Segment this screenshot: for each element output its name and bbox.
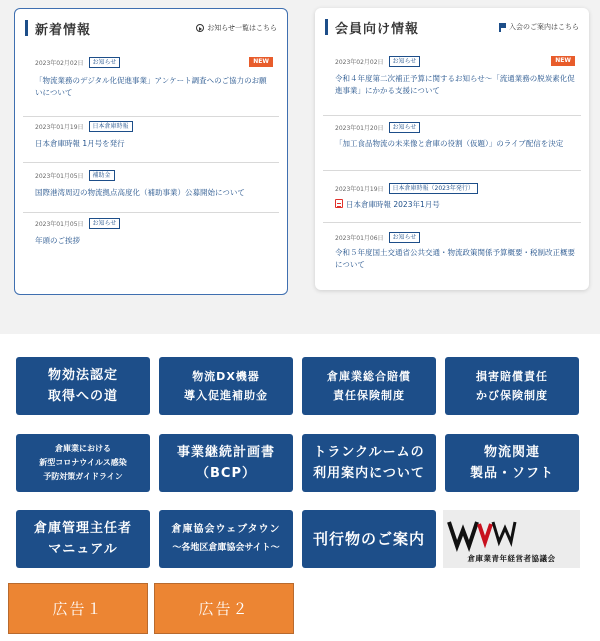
banner-line: 倉庫業における	[55, 444, 111, 453]
news-item[interactable]	[23, 218, 279, 258]
item-date: 2023年01月05日	[35, 221, 84, 228]
item-title-row[interactable]	[335, 199, 575, 211]
news-header	[15, 9, 287, 45]
banner-line: 責任保険制度	[333, 389, 405, 402]
title-accent-bar	[25, 20, 28, 36]
item-meta	[335, 56, 420, 67]
ad-label: 広告１	[52, 600, 104, 618]
banner-liability-insurance[interactable]	[302, 357, 436, 415]
item-title[interactable]: 「物流業務のデジタル化促進事業」アンケート調査へのご協力のお願いについて	[35, 76, 267, 97]
item-tag: 日本倉庫時報	[89, 121, 133, 132]
item-title[interactable]: 「加工食品物流の未来像と倉庫の役割（仮題）」のライブ配信を決定	[335, 139, 564, 148]
member-item[interactable]	[323, 232, 581, 282]
member-item[interactable]	[323, 183, 581, 223]
item-tag: 補助金	[89, 170, 115, 181]
item-date: 2023年01月05日	[35, 173, 84, 180]
news-item[interactable]	[23, 121, 279, 163]
banner-line: 利用案内について	[313, 466, 425, 481]
news-list-link-label: お知らせ一覧はこちら	[207, 24, 277, 32]
banner-line: トランクルームの	[313, 445, 425, 460]
item-meta	[335, 232, 420, 243]
item-meta	[35, 57, 120, 68]
item-title[interactable]: 令和４年度第二次補正予算に関するお知らせ～「流通業務の脱炭素化促進事業」にかかる支援について	[335, 74, 575, 95]
banner-trunk-room[interactable]	[302, 434, 436, 492]
news-panel	[14, 8, 288, 295]
banner-line: ～各地区倉庫協会サイト～	[172, 543, 280, 553]
logo-mark-icon	[447, 516, 517, 552]
banner-line: 刊行物のご案内	[312, 530, 425, 548]
item-date: 2023年01月20日	[335, 125, 384, 132]
banner-line: 物流関連	[483, 445, 540, 460]
banner-dx-subsidy[interactable]	[159, 357, 293, 415]
banner-line: かび保険制度	[476, 389, 548, 402]
ad-label: 広告２	[198, 600, 250, 618]
banner-line: 物流DX機器	[192, 370, 260, 383]
banner-line: 導入促進補助金	[184, 389, 268, 402]
item-date: 2023年02月02日	[335, 59, 384, 66]
item-title: 日本倉庫時報 2023年1月号	[346, 200, 440, 209]
flag-icon	[499, 23, 506, 32]
new-badge: NEW	[249, 57, 273, 67]
member-panel	[315, 8, 589, 290]
banner-web-town[interactable]	[159, 510, 293, 568]
banner-line: 予防対策ガイドライン	[43, 472, 123, 481]
item-tag: お知らせ	[389, 122, 421, 133]
young-managers-council-logo[interactable]	[443, 510, 580, 568]
banner-line: 倉庫管理主任者	[33, 521, 132, 536]
join-info-link-label: 入会のご案内はこちら	[509, 23, 579, 31]
title-accent-bar	[325, 19, 328, 35]
item-date: 2023年01月19日	[35, 124, 84, 131]
banner-line: 物効法認定	[47, 368, 118, 383]
item-title[interactable]: 国際港湾周辺の物流拠点高度化（補助事業）公募開始について	[35, 188, 245, 197]
new-badge: NEW	[551, 56, 575, 66]
banner-bcp[interactable]	[159, 434, 293, 492]
join-info-link[interactable]	[499, 22, 579, 32]
item-tag: お知らせ	[89, 218, 121, 229]
item-tag: お知らせ	[389, 56, 421, 67]
banner-covid-guideline[interactable]	[16, 434, 150, 492]
ad-slot-1[interactable]	[8, 583, 148, 634]
item-meta	[335, 122, 420, 133]
item-meta	[35, 121, 133, 132]
item-meta	[35, 218, 120, 229]
banner-line: 倉庫協会ウェブタウン	[171, 524, 281, 535]
news-item[interactable]	[23, 57, 279, 117]
banner-mold-insurance[interactable]	[445, 357, 579, 415]
item-date: 2023年01月19日	[335, 186, 384, 193]
banner-logistics-certification[interactable]	[16, 357, 150, 415]
item-date: 2023年02月02日	[35, 60, 84, 67]
member-header	[315, 8, 589, 44]
item-tag: お知らせ	[89, 57, 121, 68]
banner-line: 事業継続計画書	[176, 445, 275, 460]
banner-line: 倉庫業総合賠償	[327, 370, 411, 383]
item-title[interactable]: 令和５年度国土交通省公共交通・物流政策関係予算概要・税制改正概要について	[335, 248, 575, 269]
item-title[interactable]: 年頭のご挨拶	[35, 236, 80, 245]
item-meta	[35, 170, 115, 181]
ad-slot-2[interactable]	[154, 583, 294, 634]
member-title: 会員向け情報	[335, 22, 420, 37]
banner-line: マニュアル	[48, 542, 118, 557]
item-tag: お知らせ	[389, 232, 421, 243]
item-tag: 日本倉庫時報（2023年発行）	[389, 183, 478, 194]
pdf-icon	[335, 199, 343, 208]
banner-line: 取得への道	[47, 389, 118, 404]
member-item[interactable]	[323, 122, 581, 171]
news-list-link[interactable]	[196, 23, 277, 33]
banner-line: 新型コロナウイルス感染	[39, 458, 127, 467]
banner-warehouse-manager-manual[interactable]	[16, 510, 150, 568]
banner-logistics-products[interactable]	[445, 434, 579, 492]
banner-publications[interactable]	[302, 510, 436, 568]
logo-text: 倉庫業青年経営者協議会	[467, 554, 556, 563]
news-item[interactable]	[23, 170, 279, 213]
banner-line: 製品・ソフト	[469, 466, 554, 481]
item-title[interactable]: 日本倉庫時報 1月号を発行	[35, 139, 125, 148]
item-date: 2023年01月06日	[335, 235, 384, 242]
member-item[interactable]	[323, 56, 581, 116]
banner-line: （BCP）	[196, 466, 256, 481]
banner-line: 損害賠償責任	[476, 370, 548, 383]
arrow-circle-icon	[196, 24, 204, 32]
news-title: 新着情報	[35, 23, 92, 38]
item-meta	[335, 183, 478, 194]
